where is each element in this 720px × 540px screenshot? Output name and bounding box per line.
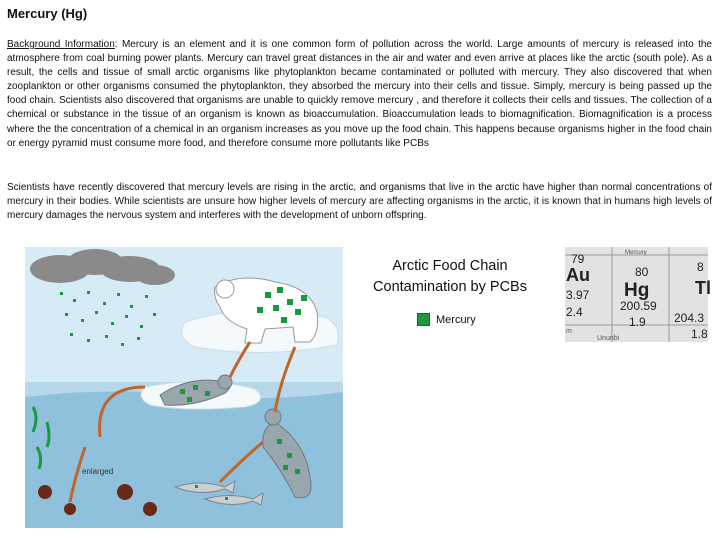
- food-chain-illustration: [25, 247, 343, 528]
- cell-right-mass: 204.3: [674, 311, 705, 325]
- cell-bottom-left: m: [566, 328, 572, 335]
- cell-center-number: 80: [635, 265, 649, 279]
- figure-caption: Arctic Food Chain Contamination by PCBs: [373, 258, 527, 295]
- cell-top-word: Mercury: [625, 250, 647, 256]
- cell-left-mass: 3.97: [566, 288, 590, 302]
- background-text: : Mercury is an element and it is one common form of pollution across the world. Large amounts of mercury is released into the atmosphere from coal burning power plants. Mercury can travel great distances in the air and water and even arrive at places like the arctic (south pole). As a result, the cells and tissue of small arctic organisms like phytoplankton became contaminated or polluted with mercury. They also discovered that when zooplankton or other organisms consumed the phytoplankton, they absorbed the mercury into their cells and tissue. Simply, mercury is being passed up the food chain. Scientists also discovered that organisms are unable to quickly remove mercury , and therefore it collects their cells and tissues. The collection of a chemical or substance in the tissue of an organism is known as bioaccumulation. Bioaccumulation leads to biomagnification. Biomagnification is a process where the the concentration of a chemical in an organism increases as you move up the food chain. This happens because organisms higher in the food chain or energy pyramid must consume more food, and therefore consume more pollutants like PCBs: [7, 39, 712, 149]
- periodic-table-photo: [565, 247, 711, 342]
- cell-left-value: 2.4: [566, 305, 583, 319]
- cell-bottom-word: Ununbi: [597, 335, 620, 342]
- page-title: Mercury (Hg): [7, 6, 88, 21]
- cell-center-symbol: Hg: [624, 280, 650, 301]
- background-paragraph: [7, 38, 712, 151]
- legend-label: Mercury: [436, 313, 476, 326]
- cell-left-number: 79: [571, 252, 585, 266]
- background-label: Background Information: [7, 39, 115, 50]
- cell-right-number: 8: [697, 260, 704, 274]
- legend: [417, 313, 476, 326]
- cell-right-symbol: Tl: [695, 278, 711, 298]
- cell-left-symbol: Au: [566, 265, 590, 285]
- cell-center-mass: 200.59: [620, 299, 657, 313]
- enlarged-label: enlarged: [82, 467, 114, 476]
- mercury-swatch: [417, 313, 430, 326]
- cell-center-value: 1.9: [629, 315, 646, 329]
- discovery-paragraph: Scientists have recently discovered that mercury levels are rising in the arctic, and organisms that live in the arctic have higher than normal concentrations of mercury in their bodies. While scientists are unsure how higher levels of mercury are affecting organisms in the arctic, it is known that in humans high levels of mercury damages the nervous system and interferes with the development of unborn offspring.: [7, 182, 712, 222]
- cell-right-value: 1.8: [691, 327, 708, 341]
